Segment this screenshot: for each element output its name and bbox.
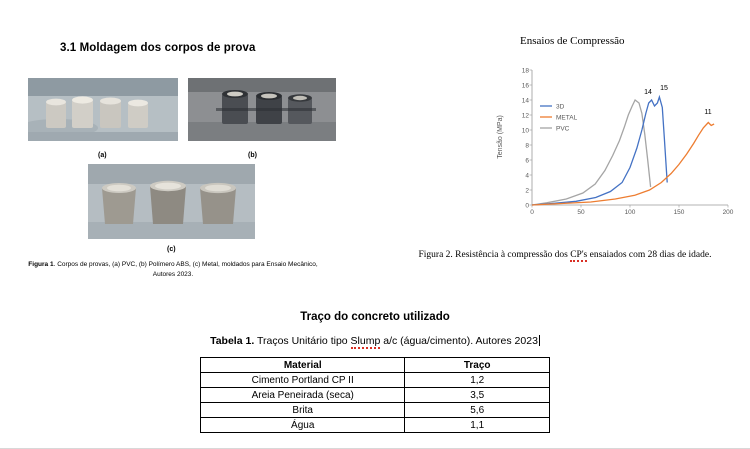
text-cursor	[539, 335, 540, 346]
svg-text:2: 2	[525, 187, 529, 195]
figure2-caption-post: ensaiados com 28 dias de idade.	[587, 250, 712, 260]
table-row	[201, 373, 550, 388]
figure1-caption	[28, 260, 318, 280]
annotation-11: 11	[704, 109, 712, 116]
cell-material: Água	[201, 418, 405, 433]
svg-text:100: 100	[624, 209, 636, 216]
cell-valor: 5,6	[405, 403, 550, 418]
svg-text:0: 0	[525, 202, 529, 210]
table-row	[201, 418, 550, 433]
cell-material: Cimento Portland CP II	[201, 373, 405, 388]
compression-chart-svg	[490, 62, 740, 232]
annotation-15: 15	[660, 85, 668, 92]
figure1-caption-text: . Corpos de provas, (a) PVC, (b) Polímero ABS, (c) Metal, moldados para Ensaio Mecânico, Autores 2023.	[53, 261, 318, 279]
figure1-caption-bold: Figura 1	[28, 261, 54, 268]
photo-pvc-svg	[28, 78, 178, 141]
figure2-caption	[380, 250, 750, 260]
svg-text:16: 16	[521, 82, 529, 90]
table-row	[201, 403, 550, 418]
annotation-14: 14	[644, 89, 652, 96]
table-caption	[0, 335, 750, 347]
table-caption-slump: Slump	[350, 335, 381, 347]
svg-text:6: 6	[525, 157, 529, 165]
chart-title: Ensaios de Compressão	[520, 35, 625, 47]
figure-label-b: (b)	[248, 152, 257, 159]
compression-chart	[490, 62, 740, 232]
figure-label-c: (c)	[167, 246, 176, 253]
table-row	[201, 388, 550, 403]
svg-text:18: 18	[521, 67, 529, 75]
photo-metal-moulds	[88, 164, 255, 239]
figure2-caption-pre: Figura 2. Resistência à compressão dos	[418, 250, 571, 260]
photo-metal-svg	[88, 164, 255, 239]
cell-valor: 1,1	[405, 418, 550, 433]
cell-valor: 3,5	[405, 388, 550, 403]
svg-text:14: 14	[521, 97, 529, 105]
cell-material: Brita	[201, 403, 405, 418]
column-header-traco: Traço	[405, 358, 550, 373]
table-caption-bold: Tabela 1.	[210, 335, 255, 347]
svg-text:8: 8	[525, 142, 529, 150]
photo-abs-moulds	[188, 78, 336, 141]
traco-heading: Traço do concreto utilizado	[300, 311, 450, 323]
svg-text:3D: 3D	[556, 103, 565, 111]
table-caption-pre: Traços Unitário tipo	[254, 335, 351, 347]
svg-text:PVC: PVC	[556, 125, 570, 133]
svg-text:12: 12	[521, 112, 529, 120]
figure2-caption-cps: CP's	[570, 250, 588, 260]
svg-text:150: 150	[673, 209, 685, 216]
cell-material: Areia Peneirada (seca)	[201, 388, 405, 403]
chart-y-axis-label: Tensão (MPa)	[497, 115, 504, 159]
svg-text:10: 10	[521, 127, 529, 135]
section-heading: 3.1 Moldagem dos corpos de prova	[60, 42, 256, 54]
table-caption-post: a/c (água/cimento). Autores 2023	[380, 335, 538, 347]
svg-text:4: 4	[525, 172, 529, 180]
traco-table	[200, 357, 550, 433]
photo-pvc-moulds	[28, 78, 178, 141]
chart-legend	[540, 104, 578, 133]
table-header-row	[201, 358, 550, 373]
svg-text:200: 200	[722, 209, 734, 216]
svg-text:50: 50	[577, 209, 585, 216]
column-header-material: Material	[201, 358, 405, 373]
svg-text:METAL: METAL	[556, 114, 578, 122]
svg-text:0: 0	[530, 209, 534, 216]
traco-section	[0, 305, 750, 433]
photo-abs-svg	[188, 78, 336, 141]
cell-valor: 1,2	[405, 373, 550, 388]
figure-label-a: (a)	[98, 152, 107, 159]
